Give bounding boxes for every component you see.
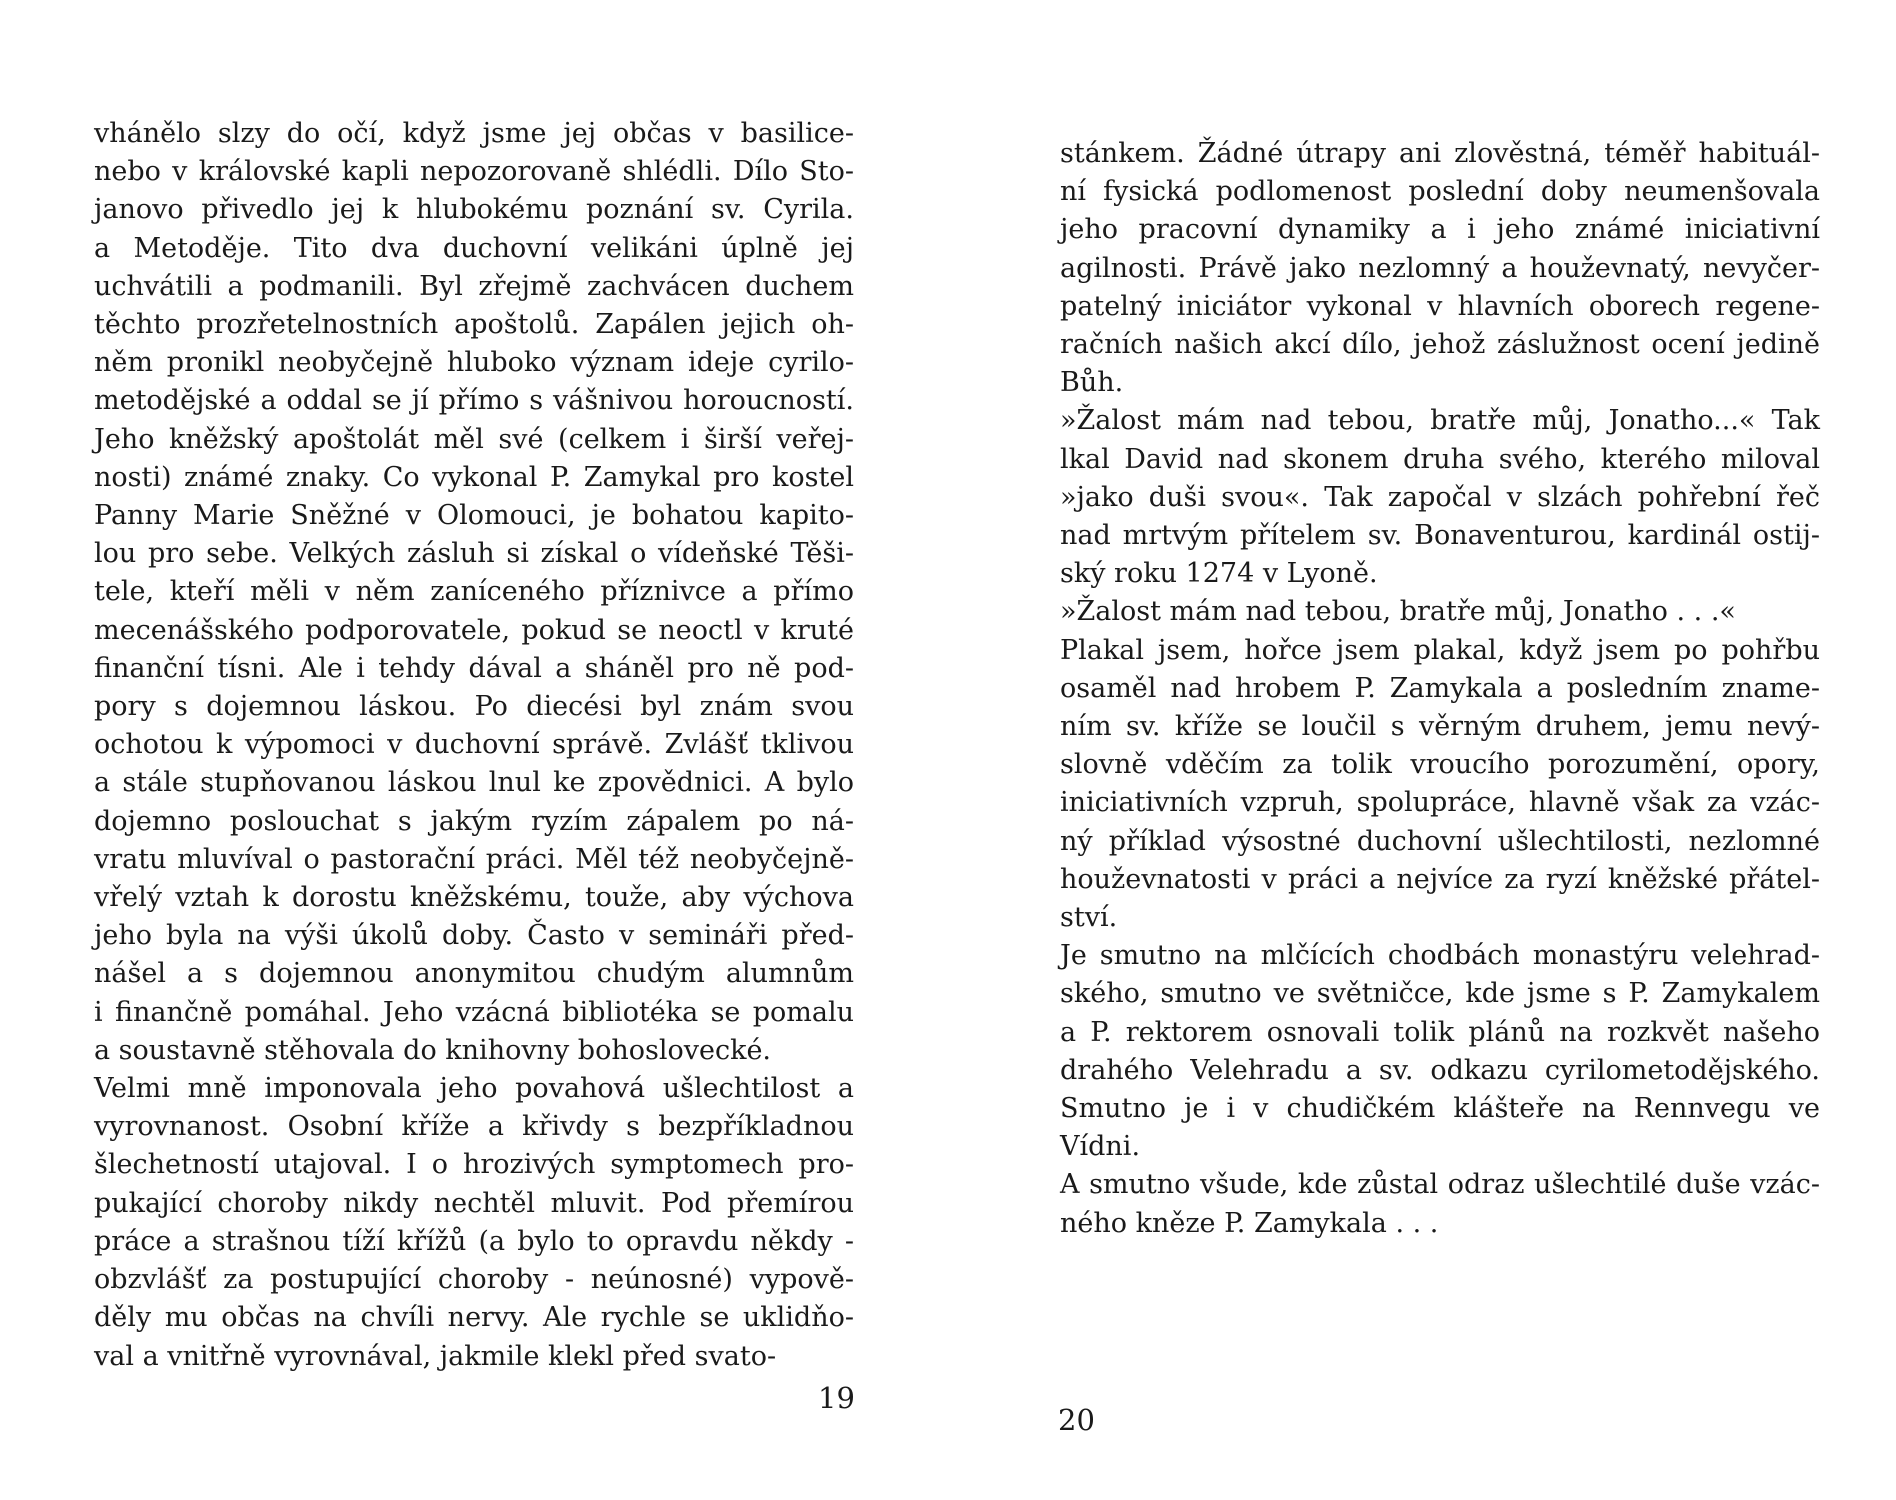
text-line: vyrovnanost. Osobní kříže a křivdy s bezpříkladnou — [94, 1111, 854, 1143]
text-line: něm pronikl neobyčejně hluboko význam ideje cyrilo- — [94, 347, 854, 379]
text-line: Plakal jsem, hořce jsem plakal, když jsem po pohřbu — [1060, 634, 1820, 666]
text-line: finanční tísni. Ale i tehdy dával a sháněl pro ně pod- — [94, 652, 854, 684]
text-line: osaměl nad hrobem P. Zamykala a posledním zname- — [1060, 672, 1820, 704]
right-page-text — [1060, 135, 1820, 1243]
text-line: Vídni. — [1060, 1131, 1141, 1163]
text-line: ného kněze P. Zamykala . . . — [1060, 1207, 1439, 1239]
text-line: těchto prozřetelnostních apoštolů. Zapálen jejich oh- — [94, 309, 854, 341]
text-line: houževnatosti v práci a nejvíce za ryzí kněžské přátel- — [1060, 863, 1820, 895]
text-line: a soustavně stěhovala do knihovny bohoslovecké. — [94, 1034, 772, 1066]
text-line: račních našich akcí dílo, jehož záslužnost ocení jedině — [1060, 329, 1820, 361]
text-line: »jako duši svou«. Tak započal v slzách pohřební řeč — [1060, 481, 1820, 513]
right-page — [948, 0, 1896, 1500]
text-line: a P. rektorem osnovali tolik plánů na rozkvět našeho — [1060, 1016, 1820, 1048]
text-line: jeho pracovní dynamiky a i jeho známé iniciativní — [1060, 214, 1820, 246]
text-line: pory s dojemnou láskou. Po diecési byl znám svou — [94, 691, 854, 723]
text-line: lkal David nad skonem druha svého, kterého miloval — [1060, 443, 1820, 475]
text-line: nad mrtvým přítelem sv. Bonaventurou, kardinál ostij- — [1060, 520, 1820, 552]
text-line: Je smutno na mlčících chodbách monastýru velehrad- — [1060, 940, 1820, 972]
text-line: šlechetností utajoval. I o hrozivých symptomech pro- — [94, 1149, 854, 1181]
text-line: i finančně pomáhal. Jeho vzácná bibliotéka se pomalu — [94, 996, 854, 1028]
text-line: dojemno poslouchat s jakým ryzím zápalem po ná- — [94, 805, 854, 837]
text-line: lou pro sebe. Velkých zásluh si získal o vídeňské Těši- — [94, 538, 854, 570]
text-line: agilnosti. Právě jako nezlomný a houževnatý, nevyčer- — [1060, 252, 1820, 284]
text-line: uchvátili a podmanili. Byl zřejmě zachvácen duchem — [94, 270, 854, 302]
text-line: vhánělo slzy do očí, když jsme jej občas v basilice- — [94, 118, 854, 149]
text-line: ním sv. kříže se loučil s věrným druhem, jemu nevý- — [1060, 711, 1820, 743]
text-line: ný příklad výsostné duchovní ušlechtilosti, nezlomné — [1060, 825, 1820, 857]
text-line: nášel a s dojemnou anonymitou chudým alumnům — [94, 958, 854, 990]
text-line: A smutno všude, kde zůstal odraz ušlechtilé duše vzác- — [1060, 1169, 1820, 1201]
text-line: janovo přivedlo jej k hlubokému poznání sv. Cyrila. — [94, 194, 854, 226]
text-line: vratu mluvíval o pastorační práci. Měl též neobyčejně- — [94, 843, 854, 875]
text-line: jeho byla na výši úkolů doby. Často v semináři před- — [94, 920, 854, 952]
text-line: děly mu občas na chvíli nervy. Ale rychle se uklidňo- — [94, 1302, 854, 1334]
text-line: »Žalost mám nad tebou, bratře můj, Jonatho . . .« — [1060, 596, 1736, 628]
text-line: slovně vděčím za tolik vroucího porozumění, opory, — [1060, 749, 1820, 781]
text-line: stánkem. Žádné útrapy ani zlověstná, téměř habituál- — [1060, 138, 1820, 169]
text-line: ní fysická podlomenost poslední doby neumenšovala — [1060, 176, 1820, 208]
left-page-number: 19 — [818, 1381, 855, 1415]
left-page-text — [94, 115, 854, 1376]
text-line: mecenášského podporovatele, pokud se neoctl v kruté — [94, 614, 854, 646]
text-line: nosti) známé znaky. Co vykonal P. Zamykal pro kostel — [94, 461, 854, 493]
text-line: Jeho kněžský apoštolát měl své (celkem i širší veřej- — [94, 423, 854, 455]
text-line: nebo v královské kapli nepozorovaně shlédli. Dílo Sto- — [94, 156, 854, 188]
text-line: ství. — [1060, 902, 1118, 934]
text-line: metodějské a oddal se jí přímo s vášnivou horoucností. — [94, 385, 854, 417]
text-line: ský roku 1274 v Lyoně. — [1060, 558, 1378, 590]
text-line: ochotou k výpomoci v duchovní správě. Zvlášť tklivou — [94, 729, 854, 761]
text-line: a stále stupňovanou láskou lnul ke zpovědnici. A bylo — [94, 767, 854, 799]
text-line: iniciativních vzpruh, spolupráce, hlavně však za vzác- — [1060, 787, 1820, 819]
text-line: Bůh. — [1060, 367, 1124, 399]
text-line: Velmi mně imponovala jeho povahová ušlechtilost a — [94, 1073, 854, 1105]
text-line: patelný iniciátor vykonal v hlavních oborech regene- — [1060, 290, 1820, 322]
text-line: »Žalost mám nad tebou, bratře můj, Jonatho...« Tak — [1060, 405, 1820, 437]
text-line: tele, kteří měli v něm zaníceného příznivce a přímo — [94, 576, 854, 608]
text-line: Smutno je i v chudičkém klášteře na Rennvegu ve — [1060, 1093, 1820, 1125]
text-line: a Metoděje. Tito dva duchovní velikáni úplně jej — [94, 232, 854, 264]
text-line: val a vnitřně vyrovnával, jakmile klekl před svato- — [94, 1340, 777, 1372]
right-page-number: 20 — [1058, 1403, 1095, 1437]
text-line: Panny Marie Sněžné v Olomouci, je bohatou kapito- — [94, 500, 854, 532]
text-line: ského, smutno ve světničce, kde jsme s P. Zamykalem — [1060, 978, 1820, 1010]
text-line: drahého Velehradu a sv. odkazu cyrilometodějského. — [1060, 1054, 1820, 1086]
text-line: obzvlášť za postupující choroby - neúnosné) vypově- — [94, 1264, 854, 1296]
text-line: práce a strašnou tíží křížů (a bylo to opravdu někdy - — [94, 1225, 854, 1257]
text-line: pukající choroby nikdy nechtěl mluvit. Pod přemírou — [94, 1187, 854, 1219]
text-line: vřelý vztah k dorostu kněžskému, touže, aby výchova — [94, 882, 854, 914]
